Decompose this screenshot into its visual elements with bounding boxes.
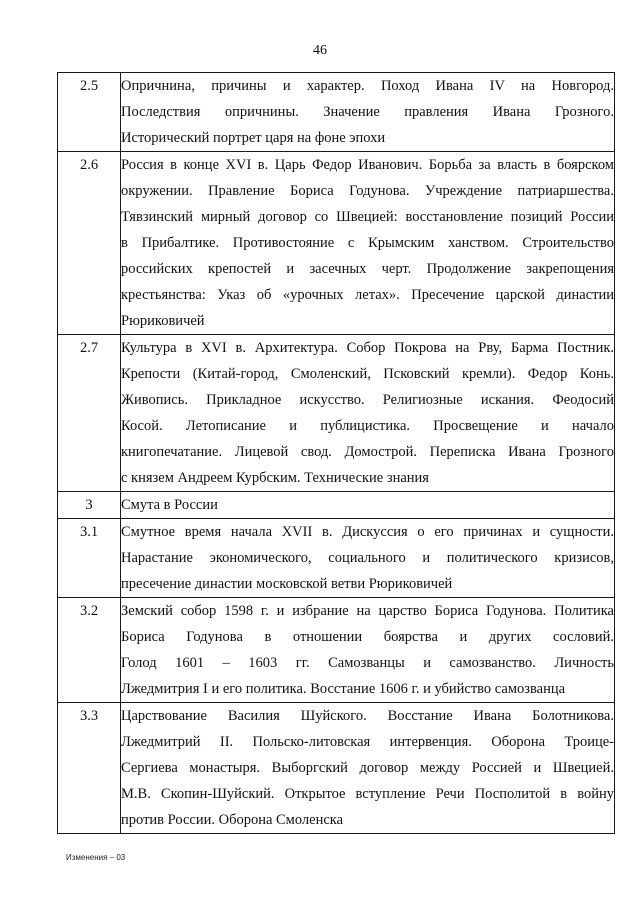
table-row <box>58 335 615 492</box>
description-line: российских крепостей и засечных черт. Продолжение закрепощения <box>121 261 614 277</box>
description-line: Смута в России <box>121 497 218 513</box>
curriculum-table <box>57 72 615 834</box>
description-line: Голод 1601 – 1603 гг. Самозванцы и самозванство. Личность <box>121 655 614 671</box>
section-description <box>121 519 615 598</box>
description-line: Земский собор 1598 г. и избрание на царство Бориса Годунова. Политика <box>121 603 614 619</box>
description-line: Опричнина, причины и характер. Поход Ивана IV на Новгород. <box>121 78 614 94</box>
section-number: 3.1 <box>58 519 121 598</box>
description-line: Живопись. Прикладное искусство. Религиозные искания. Феодосий <box>121 392 614 408</box>
description-line: Исторический портрет царя на фоне эпохи <box>121 130 386 146</box>
table-row <box>58 703 615 834</box>
table-row <box>58 598 615 703</box>
section-number: 2.5 <box>58 73 121 152</box>
description-line: в Прибалтике. Противостояние с Крымским ханством. Строительство <box>121 235 614 251</box>
section-number: 3 <box>58 492 121 519</box>
description-line: с князем Андреем Курбским. Технические знания <box>121 470 429 486</box>
description-line: книгопечатание. Лицевой свод. Домострой. Переписка Ивана Грозного <box>121 444 614 460</box>
section-number: 3.2 <box>58 598 121 703</box>
description-line: Тявзинский мирный договор со Швецией: восстановление позиций России <box>121 209 614 225</box>
description-line: пресечение династии московской ветви Рюриковичей <box>121 576 453 592</box>
description-line: Косой. Летописание и публицистика. Просвещение и начало <box>121 418 614 434</box>
description-line: Лжедмитрий II. Польско-литовская интервенция. Оборона Троице- <box>121 734 614 750</box>
section-description <box>121 703 615 834</box>
table-row <box>58 73 615 152</box>
table-row <box>58 152 615 335</box>
section-description <box>121 492 615 519</box>
description-line: Крепости (Китай-город, Смоленский, Псковский кремли). Федор Конь. <box>121 366 614 382</box>
description-line: Культура в XVI в. Архитектура. Собор Покрова на Рву, Барма Постник. <box>121 340 614 356</box>
description-line: Сергиева монастыря. Выборгский договор между Россией и Швецией. <box>121 760 614 776</box>
description-line: Смутное время начала XVII в. Дискуссия о его причинах и сущности. <box>121 524 614 540</box>
description-line: Рюриковичей <box>121 313 205 329</box>
section-description <box>121 73 615 152</box>
page-number: 46 <box>313 43 327 58</box>
description-line: Лжедмитрия I и его политика. Восстание 1606 г. и убийство самозванца <box>121 681 566 697</box>
description-line: Нарастание экономического, социального и политического кризисов, <box>121 550 614 566</box>
table-row <box>58 519 615 598</box>
section-number: 3.3 <box>58 703 121 834</box>
footer-revision-note: Изменения – 03 <box>66 853 126 862</box>
description-line: окружении. Правление Бориса Годунова. Учреждение патриаршества. <box>121 183 614 199</box>
description-line: Царствование Василия Шуйского. Восстание Ивана Болотникова. <box>121 708 614 724</box>
description-line: Бориса Годунова в отношении боярства и других сословий. <box>121 629 614 645</box>
description-line: крестьянства: Указ об «урочных летах». Пресечение царской династии <box>121 287 614 303</box>
table-row <box>58 492 615 519</box>
table-body <box>58 73 615 834</box>
description-line: против России. Оборона Смоленска <box>121 812 344 828</box>
section-description <box>121 335 615 492</box>
section-number: 2.7 <box>58 335 121 492</box>
description-line: Последствия опричнины. Значение правления Ивана Грозного. <box>121 104 614 120</box>
description-line: Россия в конце XVI в. Царь Федор Иванович. Борьба за власть в боярском <box>121 157 614 173</box>
section-number: 2.6 <box>58 152 121 335</box>
description-line: М.В. Скопин-Шуйский. Открытое вступление Речи Посполитой в войну <box>121 786 614 802</box>
section-description <box>121 152 615 335</box>
section-description <box>121 598 615 703</box>
